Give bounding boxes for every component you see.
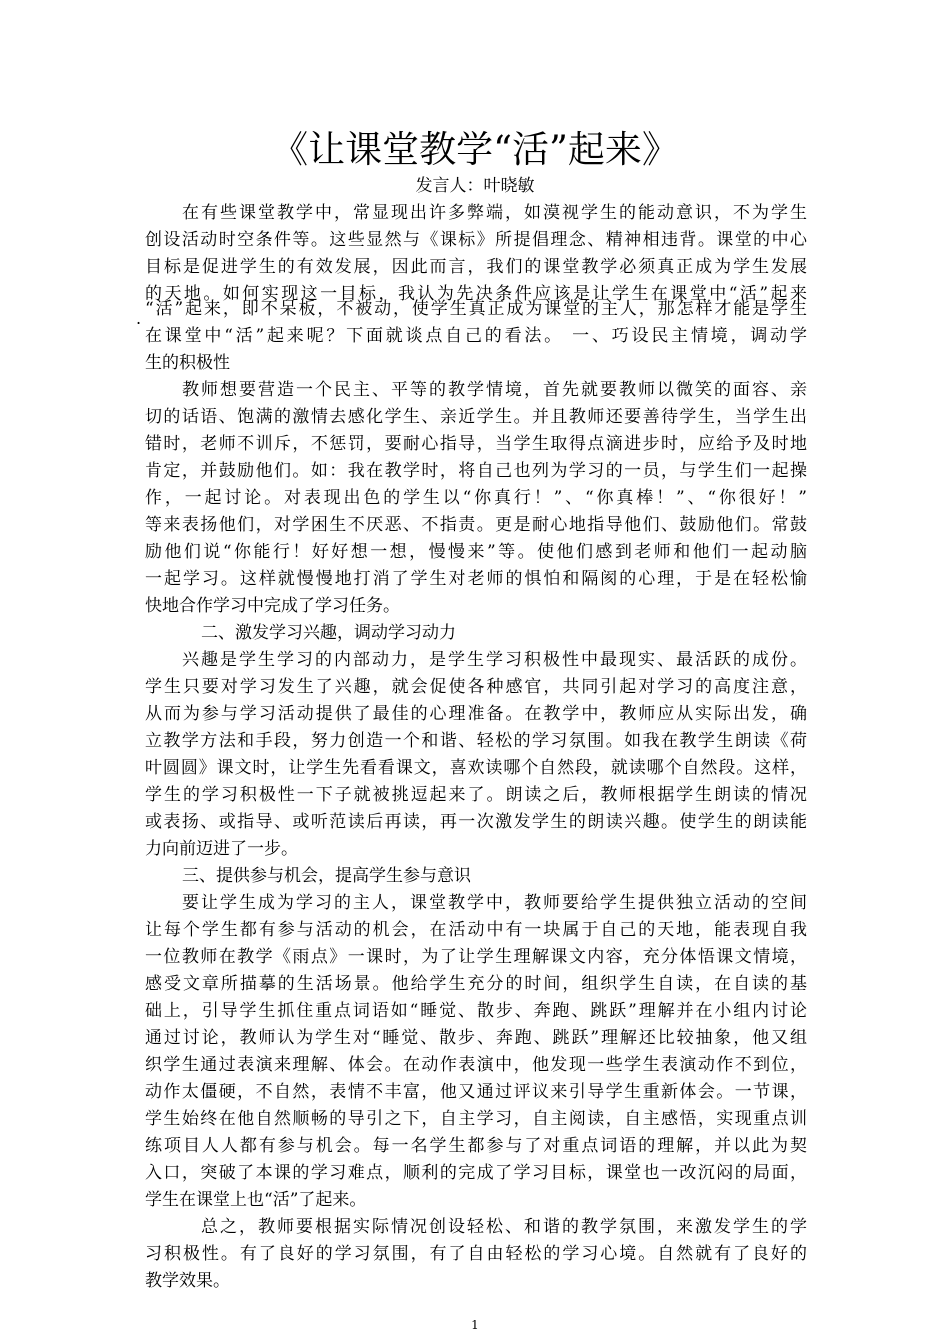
body-line: 励他们说“你能行！好好想一想，慢慢来”等。使他们感到老师和他们一起动脑: [145, 542, 807, 562]
body-line: 动作太僵硬，不自然，表情不丰富，他又通过评议来引导学生重新体会。一节课，: [145, 1082, 807, 1102]
body-line: 感受文章所描摹的生活场景。他给学生充分的时间，组织学生自读，在自读的基: [145, 974, 807, 994]
body-line: 础上，引导学生抓住重点词语如“睡觉、散步、奔跑、跳跃”理解并在小组内讨论: [145, 1001, 807, 1021]
body-line: 教学效果。: [145, 1271, 230, 1291]
body-line: 一位教师在教学《雨点》一课时，为了让学生理解课文内容，充分体悟课文情境，: [145, 947, 807, 967]
body-line: “活”起来，即不呆板，不被动，使学生真正成为课堂的主人，那怎样才能是学生: [145, 299, 807, 319]
body-line: 学生只要对学习发生了兴趣，就会促使各种感官，共同引起对学习的高度注意，: [145, 677, 807, 697]
body-line: 切的话语、饱满的激情去感化学生、亲近学生。并且教师还要善待学生，当学生出: [145, 407, 807, 427]
body-line: 立教学方法和手段，努力创造一个和谐、轻松的学习氛围。如我在教学生朗读《荷: [145, 731, 807, 751]
body-line: 通过讨论，教师认为学生对“睡觉、散步、奔跑、跳跃”理解还比较抽象，他又组: [145, 1028, 807, 1048]
body-line: 入口，突破了本课的学习难点，顺利的完成了学习目标，课堂也一改沉闷的局面，: [145, 1163, 807, 1183]
margin-dot: .: [136, 309, 142, 328]
body-line: 在有些课堂教学中，常显现出许多弊端，如漠视学生的能动意识，不为学生: [182, 203, 807, 223]
document-title: 《让课堂教学“活”起来》: [271, 128, 679, 171]
body-line: 一起学习。这样就慢慢地打消了学生对老师的惧怕和隔阂的心理，于是在轻松愉: [145, 569, 807, 589]
body-line: 练项目人人都有参与机会。每一名学生都参与了对重点词语的理解，并以此为契: [145, 1136, 807, 1156]
body-line: 织学生通过表演来理解、体会。在动作表演中，他发现一些学生表演动作不到位，: [145, 1055, 807, 1075]
body-line: 学生始终在他自然顺畅的导引之下，自主学习，自主阅读，自主感悟，实现重点训: [145, 1109, 807, 1129]
body-line: 目标是促进学生的有效发展，因此而言，我们的课堂教学必须真正成为学生发展: [145, 257, 807, 277]
body-line: 总之，教师要根据实际情况创设轻松、和谐的教学氛围，来激发学生的学: [201, 1217, 807, 1237]
body-line: 等来表扬他们，对学困生不厌恶、不指责。更是耐心地指导他们、鼓励他们。常鼓: [145, 515, 807, 535]
body-line: 让每个学生都有参与活动的机会，在活动中有一块属于自己的天地，能表现自我: [145, 920, 807, 940]
body-line: 叶圆圆》课文时，让学生先看看课文，喜欢读哪个自然段，就读哪个自然段。这样，: [145, 758, 807, 778]
body-line: 从而为参与学习活动提供了最佳的心理准备。在教学中，教师应从实际出发，确: [145, 704, 807, 724]
body-line: 创设活动时空条件等。这些显然与《课标》所提倡理念、精神相违背。课堂的中心: [145, 230, 807, 250]
body-line: 力向前迈进了一步。: [145, 839, 298, 859]
body-line: 肯定，并鼓励他们。如：我在教学时，将自己也列为学习的一员，与学生们一起操: [145, 461, 807, 481]
page-number: 1: [471, 1318, 479, 1332]
section-heading: 三、提供参与机会，提高学生参与意识: [182, 866, 471, 886]
body-line: 错时，老师不训斥，不惩罚，要耐心指导，当学生取得点滴进步时，应给予及时地: [145, 434, 807, 454]
body-line: 兴趣是学生学习的内部动力，是学生学习积极性中最现实、最活跃的成份。: [182, 650, 807, 670]
body-line: 在课堂中“活”起来呢？下面就谈点自己的看法。 一、巧设民主情境，调动学: [145, 326, 807, 346]
body-line: 学生在课堂上也“活”了起来。: [145, 1190, 367, 1210]
body-line: 习积极性。有了良好的学习氛围，有了自由轻松的学习心境。自然就有了良好的: [145, 1244, 807, 1264]
body-line: 生的积极性: [145, 353, 230, 373]
body-line: 教师想要营造一个民主、平等的教学情境，首先就要教师以微笑的面容、亲: [182, 380, 807, 400]
body-line: 或表扬、或指导、或听范读后再读，再一次激发学生的朗读兴趣。使学生的朗读能: [145, 812, 807, 832]
body-line: 要让学生成为学习的主人，课堂教学中，教师要给学生提供独立活动的空间: [182, 893, 807, 913]
speaker-line: 发言人：叶晓敏: [415, 176, 535, 196]
body-line: 快地合作学习中完成了学习任务。: [145, 596, 400, 616]
body-line: 学生的学习积极性一下子就被挑逗起来了。朗读之后，教师根据学生朗读的情况: [145, 785, 807, 805]
section-heading: 二、激发学习兴趣，调动学习动力: [201, 623, 456, 643]
body-line: 的天地。如何实现这一目标，我认为先决条件应该是让学生在课堂中“活”起来: [145, 284, 807, 304]
body-line: 作，一起讨论。对表现出色的学生以“你真行！”、“你真棒！”、“你很好！”: [145, 488, 807, 508]
